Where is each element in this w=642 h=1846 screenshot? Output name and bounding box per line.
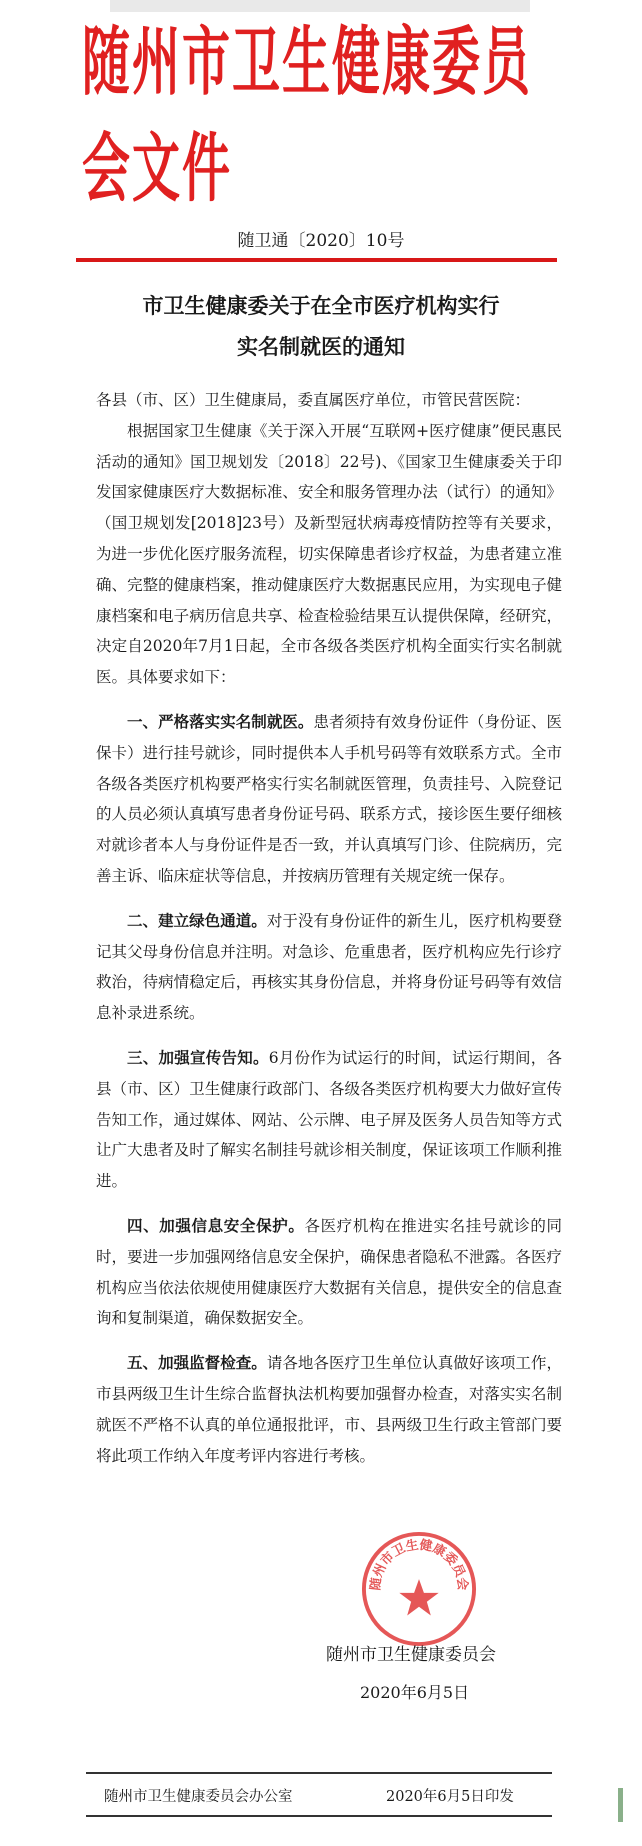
- section-3-text: 6月份作为试运行的时间，试运行期间，各县（市、区）卫生健康行政部门、各级各类医疗机构要大力做好宣传告知工作，通过媒体、网站、公示牌、电子屏及医务人员告知等方式让广大患者及时了解实名制挂号就诊相关制度，保证该项工作顺利推进。: [96, 1048, 562, 1191]
- section-5-text: 请各地各医疗卫生单位认真做好该项工作，市县两级卫生计生综合监督执法机构要加强督办检查，对落实实名制就医不严格不认真的单位通报批评，市、县两级卫生行政主管部门要将此项工作纳入年度考评内容进行考核。: [96, 1354, 562, 1465]
- intro-paragraph: 根据国家卫生健康《关于深入开展“互联网+医疗健康”便民惠民活动的通知》国卫规划发〔2018〕22号)、《国家卫生健康委关于印发国家健康医疗大数据标准、安全和服务管理办法（试行）的通知》（国卫规划发[2018]23号）及新型冠状病毒疫情防控等有关要求，为进一步优化医疗服务流程，切实保障患者诊疗权益，为患者建立准确、完整的健康档案，推动健康医疗大数据惠民应用，为实现电子健康档案和电子病历信息共享、检查检验结果互认提供保障，经研究，决定自2020年7月1日起，全市各级各类医疗机构全面实行实名制就医。具体要求如下：: [96, 421, 562, 687]
- document-number: 随卫通〔2020〕10号: [237, 231, 405, 251]
- section-3: [96, 1043, 562, 1197]
- section-5-heading: 五、加强监督检查。: [127, 1354, 267, 1373]
- section-3-heading: 三、加强宣传告知。: [127, 1048, 269, 1067]
- section-2-heading: 二、建立绿色通道。: [127, 911, 267, 930]
- section-2: [96, 906, 562, 1029]
- section-1-heading: 一、严格落实实名制就医。: [127, 712, 314, 731]
- footer-office: 随州市卫生健康委员会办公室: [104, 1789, 293, 1805]
- signature-organization: 随州市卫生健康委员会: [326, 1645, 496, 1665]
- section-5: [96, 1348, 562, 1471]
- footer-bottom-rule: [86, 1815, 552, 1817]
- section-2-text: 对于没有身份证件的新生儿，医疗机构要登记其父母身份信息并注明。对急诊、危重患者，医疗机构应先行诊疗救治，待病情稳定后，再核实其身份信息，并将身份证号码等有效信息补录进系统。: [96, 911, 562, 1023]
- footer-top-rule: [86, 1772, 552, 1774]
- document-title-line-1: 市卫生健康委关于在全市医疗机构实行: [142, 294, 500, 318]
- document-header: 随州市卫生健康委员会文件: [82, 19, 533, 213]
- document-body: [96, 385, 562, 1471]
- section-4-heading: 四、加强信息安全保护。: [127, 1216, 305, 1235]
- section-4: [96, 1211, 562, 1334]
- signature-date: 2020年6月5日: [360, 1683, 470, 1702]
- addressee: 各县（市、区）卫生健康局，委直属医疗单位，市管民营医院：: [96, 391, 531, 409]
- seal-text: 随州市卫生健康委员会: [368, 1537, 470, 1592]
- section-1: [96, 707, 562, 892]
- official-seal-icon: [360, 1530, 478, 1648]
- section-1-text: 患者须持有效身份证件（身份证、医保卡）进行挂号就诊，同时提供本人手机号码等有效联系方式。全市各级各类医疗机构要严格实行实名制就医管理，负责挂号、入院登记的人员必须认真填写患者身份证号码、联系方式，接诊医生要仔细核对就诊者本人与身份证件是否一致，并认真填写门诊、住院病历，完善主诉、临床症状等信息，并按病历管理有关规定统一保存。: [96, 712, 562, 885]
- header-red-rule: [76, 258, 557, 262]
- footer-print-date: 2020年6月5日印发: [386, 1789, 514, 1805]
- document-title-line-2: 实名制就医的通知: [237, 335, 405, 359]
- section-4-text: 各医疗机构在推进实名挂号就诊的同时，要进一步加强网络信息安全保护，确保患者隐私不泄露。各医疗机构应当依法依规使用健康医疗大数据有关信息，提供安全的信息查询和复制渠道，确保数据安全。: [96, 1216, 562, 1328]
- corner-mark-icon: [616, 1788, 626, 1822]
